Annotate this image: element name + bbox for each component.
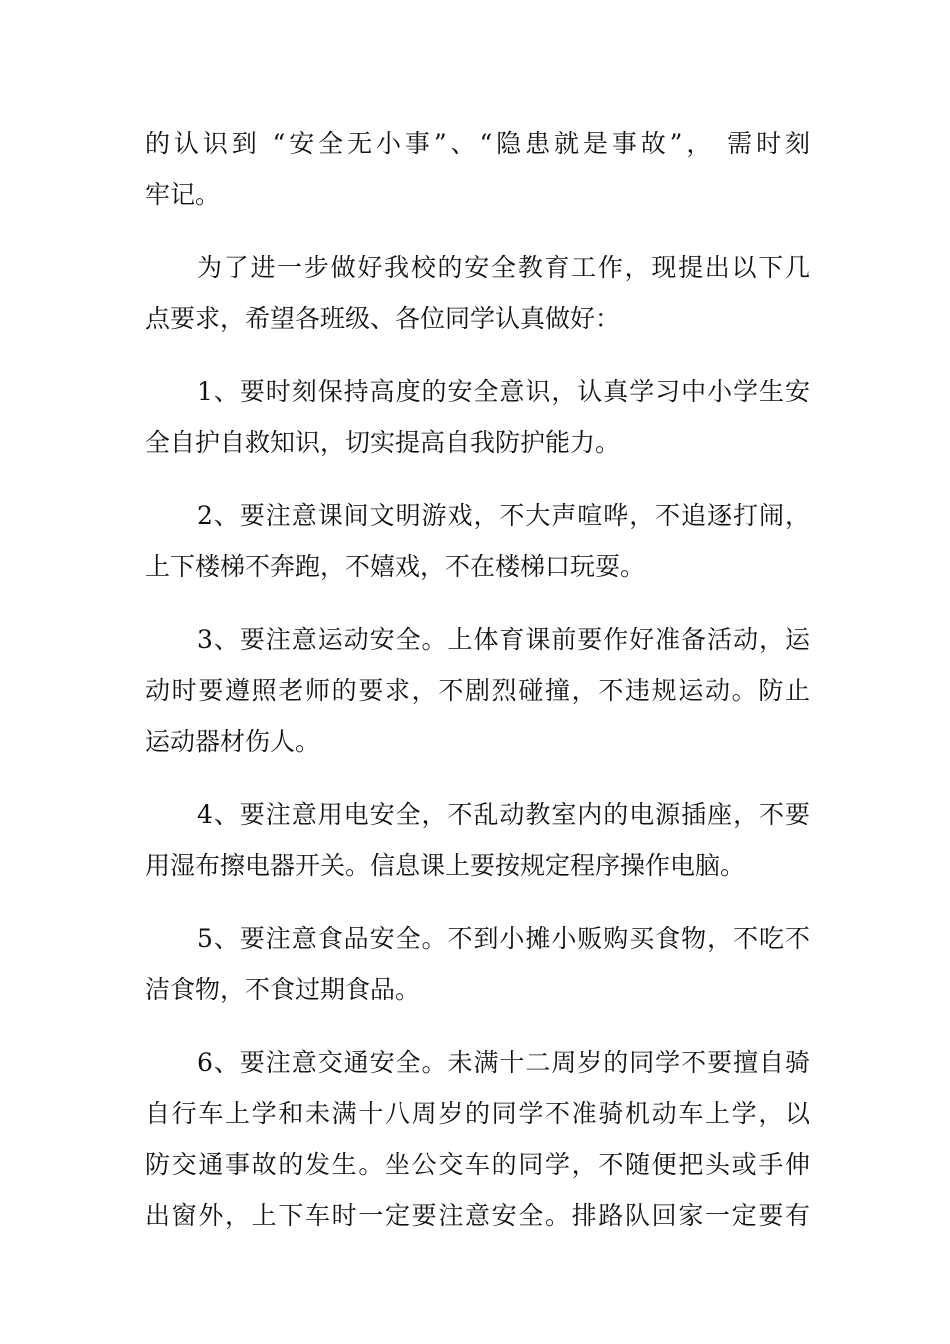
text-line: 防交通事故的发生。坐公交车的同学，不随便把头或手伸 (145, 1150, 810, 1179)
text-line: 4、要注意用电安全，不乱动教室内的电源插座，不要 (197, 800, 810, 829)
text-line: 出窗外，上下车时一定要注意安全。排路队回家一定要有 (145, 1201, 810, 1230)
text-line: 自行车上学和未满十八周岁的同学不准骑机动车上学，以 (145, 1099, 810, 1128)
text-line: 牢记。 (145, 180, 221, 209)
text-line: 洁食物，不食过期食品。 (145, 975, 421, 1004)
text-line: 6、要注意交通安全。未满十二周岁的同学不要擅自骑 (197, 1048, 810, 1077)
text-line: 运动器材伤人。 (145, 727, 321, 756)
text-line: 用湿布擦电器开关。信息课上要按规定程序操作电脑。 (145, 851, 746, 880)
text-line: 3、要注意运动安全。上体育课前要作好准备活动，运 (197, 625, 810, 654)
document-body (145, 118, 810, 1241)
text-line: 的认识到 “安全无小事”、“隐患就是事故”， 需时刻 (145, 129, 810, 158)
text-line: 为了进一步做好我校的安全教育工作，现提出以下几 (197, 253, 810, 282)
text-line: 5、要注意食品安全。不到小摊小贩购买食物，不吃不 (197, 924, 810, 953)
text-line: 全自护自救知识，切实提高自我防护能力。 (145, 428, 621, 457)
text-line: 上下楼梯不奔跑，不嬉戏，不在楼梯口玩耍。 (145, 552, 646, 581)
text-line: 2、要注意课间文明游戏，不大声喧哗，不追逐打闹， (197, 501, 810, 530)
text-line: 点要求，希望各班级、各位同学认真做好： (145, 304, 621, 333)
text-line: 1、要时刻保持高度的安全意识，认真学习中小学生安 (197, 377, 810, 406)
text-line: 动时要遵照老师的要求，不剧烈碰撞，不违规运动。防止 (145, 676, 810, 705)
